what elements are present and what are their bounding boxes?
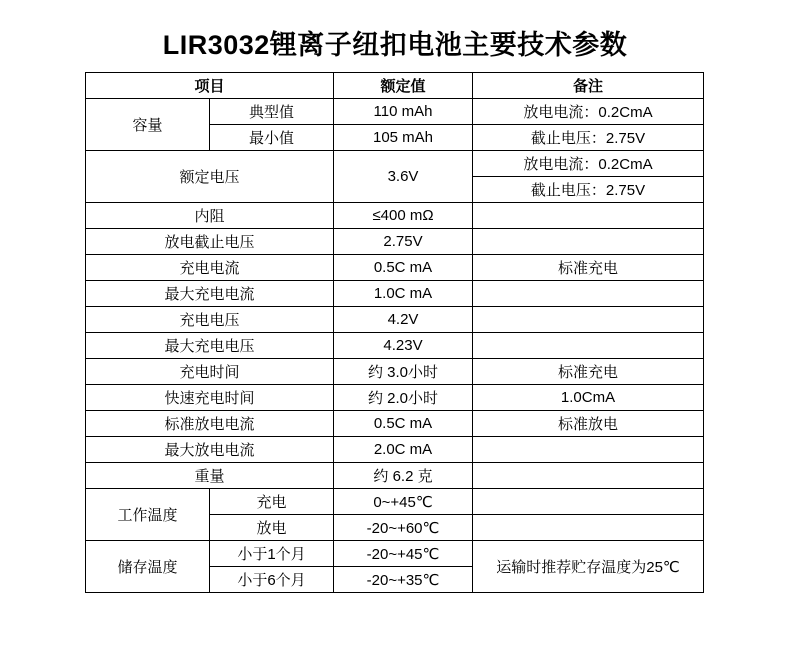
param-max-charge-current: 最大充电电流	[86, 281, 334, 307]
table-row	[86, 203, 704, 229]
header-item: 项目	[86, 73, 334, 99]
param-storage-temperature: 储存温度	[86, 541, 210, 593]
param-fast-charge-time: 快速充电时间	[86, 385, 334, 411]
page-title: LIR3032锂离子纽扣电池主要技术参数	[162, 30, 628, 60]
table-row	[86, 333, 704, 359]
table-row	[86, 359, 704, 385]
value-discharge-cutoff-voltage: 2.75V	[334, 229, 473, 255]
value-charge-voltage: 4.2V	[334, 307, 473, 333]
param-storage-6-months: 小于6个月	[210, 567, 334, 593]
value-max-discharge-current: 2.0C mA	[334, 437, 473, 463]
remark-standard-discharge-current: 标准放电	[473, 411, 704, 437]
param-capacity: 容量	[86, 99, 210, 151]
table-row	[86, 229, 704, 255]
value-nominal-voltage: 3.6V	[334, 151, 473, 203]
table-row	[86, 99, 704, 125]
value-storage-1-month: -20~+45℃	[334, 541, 473, 567]
remark-charge-voltage	[473, 307, 704, 333]
param-standard-discharge-current: 标准放电电流	[86, 411, 334, 437]
param-max-charge-voltage: 最大充电电压	[86, 333, 334, 359]
remark-capacity-typical: 放电电流：0.2CmA	[473, 99, 704, 125]
header-rated-value: 额定值	[334, 73, 473, 99]
remark-max-charge-voltage	[473, 333, 704, 359]
spec-table	[85, 72, 704, 593]
remark-storage-transport: 运输时推荐贮存温度为25℃	[473, 541, 704, 593]
table-row	[86, 437, 704, 463]
value-max-charge-current: 1.0C mA	[334, 281, 473, 307]
remark-nominal-voltage-current: 放电电流：0.2CmA	[473, 151, 704, 177]
remark-operating-temp-charge	[473, 489, 704, 515]
value-capacity-minimum: 105 mAh	[334, 125, 473, 151]
param-capacity-minimum: 最小值	[210, 125, 334, 151]
param-operating-temp-charge: 充电	[210, 489, 334, 515]
param-operating-temperature: 工作温度	[86, 489, 210, 541]
remark-charge-current: 标准充电	[473, 255, 704, 281]
value-fast-charge-time: 约 2.0小时	[334, 385, 473, 411]
value-operating-temp-discharge: -20~+60℃	[334, 515, 473, 541]
table-row	[86, 463, 704, 489]
remark-max-charge-current	[473, 281, 704, 307]
remark-fast-charge-time: 1.0CmA	[473, 385, 704, 411]
remark-charge-time: 标准充电	[473, 359, 704, 385]
value-internal-resistance: ≤400 mΩ	[334, 203, 473, 229]
param-nominal-voltage: 额定电压	[86, 151, 334, 203]
table-row	[86, 385, 704, 411]
value-charge-current: 0.5C mA	[334, 255, 473, 281]
value-standard-discharge-current: 0.5C mA	[334, 411, 473, 437]
param-charge-current: 充电电流	[86, 255, 334, 281]
table-row	[86, 307, 704, 333]
value-operating-temp-charge: 0~+45℃	[334, 489, 473, 515]
param-charge-time: 充电时间	[86, 359, 334, 385]
param-operating-temp-discharge: 放电	[210, 515, 334, 541]
value-storage-6-months: -20~+35℃	[334, 567, 473, 593]
remark-max-discharge-current	[473, 437, 704, 463]
param-charge-voltage: 充电电压	[86, 307, 334, 333]
table-header-row	[86, 73, 704, 99]
param-internal-resistance: 内阻	[86, 203, 334, 229]
table-row	[86, 411, 704, 437]
param-max-discharge-current: 最大放电电流	[86, 437, 334, 463]
remark-operating-temp-discharge	[473, 515, 704, 541]
remark-capacity-minimum: 截止电压：2.75V	[473, 125, 704, 151]
remark-discharge-cutoff-voltage	[473, 229, 704, 255]
remark-nominal-voltage-cutoff: 截止电压：2.75V	[473, 177, 704, 203]
value-charge-time: 约 3.0小时	[334, 359, 473, 385]
param-storage-1-month: 小于1个月	[210, 541, 334, 567]
table-row	[86, 281, 704, 307]
table-row	[86, 541, 704, 567]
param-discharge-cutoff-voltage: 放电截止电压	[86, 229, 334, 255]
param-weight: 重量	[86, 463, 334, 489]
param-capacity-typical: 典型值	[210, 99, 334, 125]
header-remark: 备注	[473, 73, 704, 99]
table-row	[86, 151, 704, 177]
value-weight: 约 6.2 克	[334, 463, 473, 489]
value-capacity-typical: 110 mAh	[334, 99, 473, 125]
value-max-charge-voltage: 4.23V	[334, 333, 473, 359]
remark-internal-resistance	[473, 203, 704, 229]
table-row	[86, 489, 704, 515]
remark-weight	[473, 463, 704, 489]
table-row	[86, 255, 704, 281]
